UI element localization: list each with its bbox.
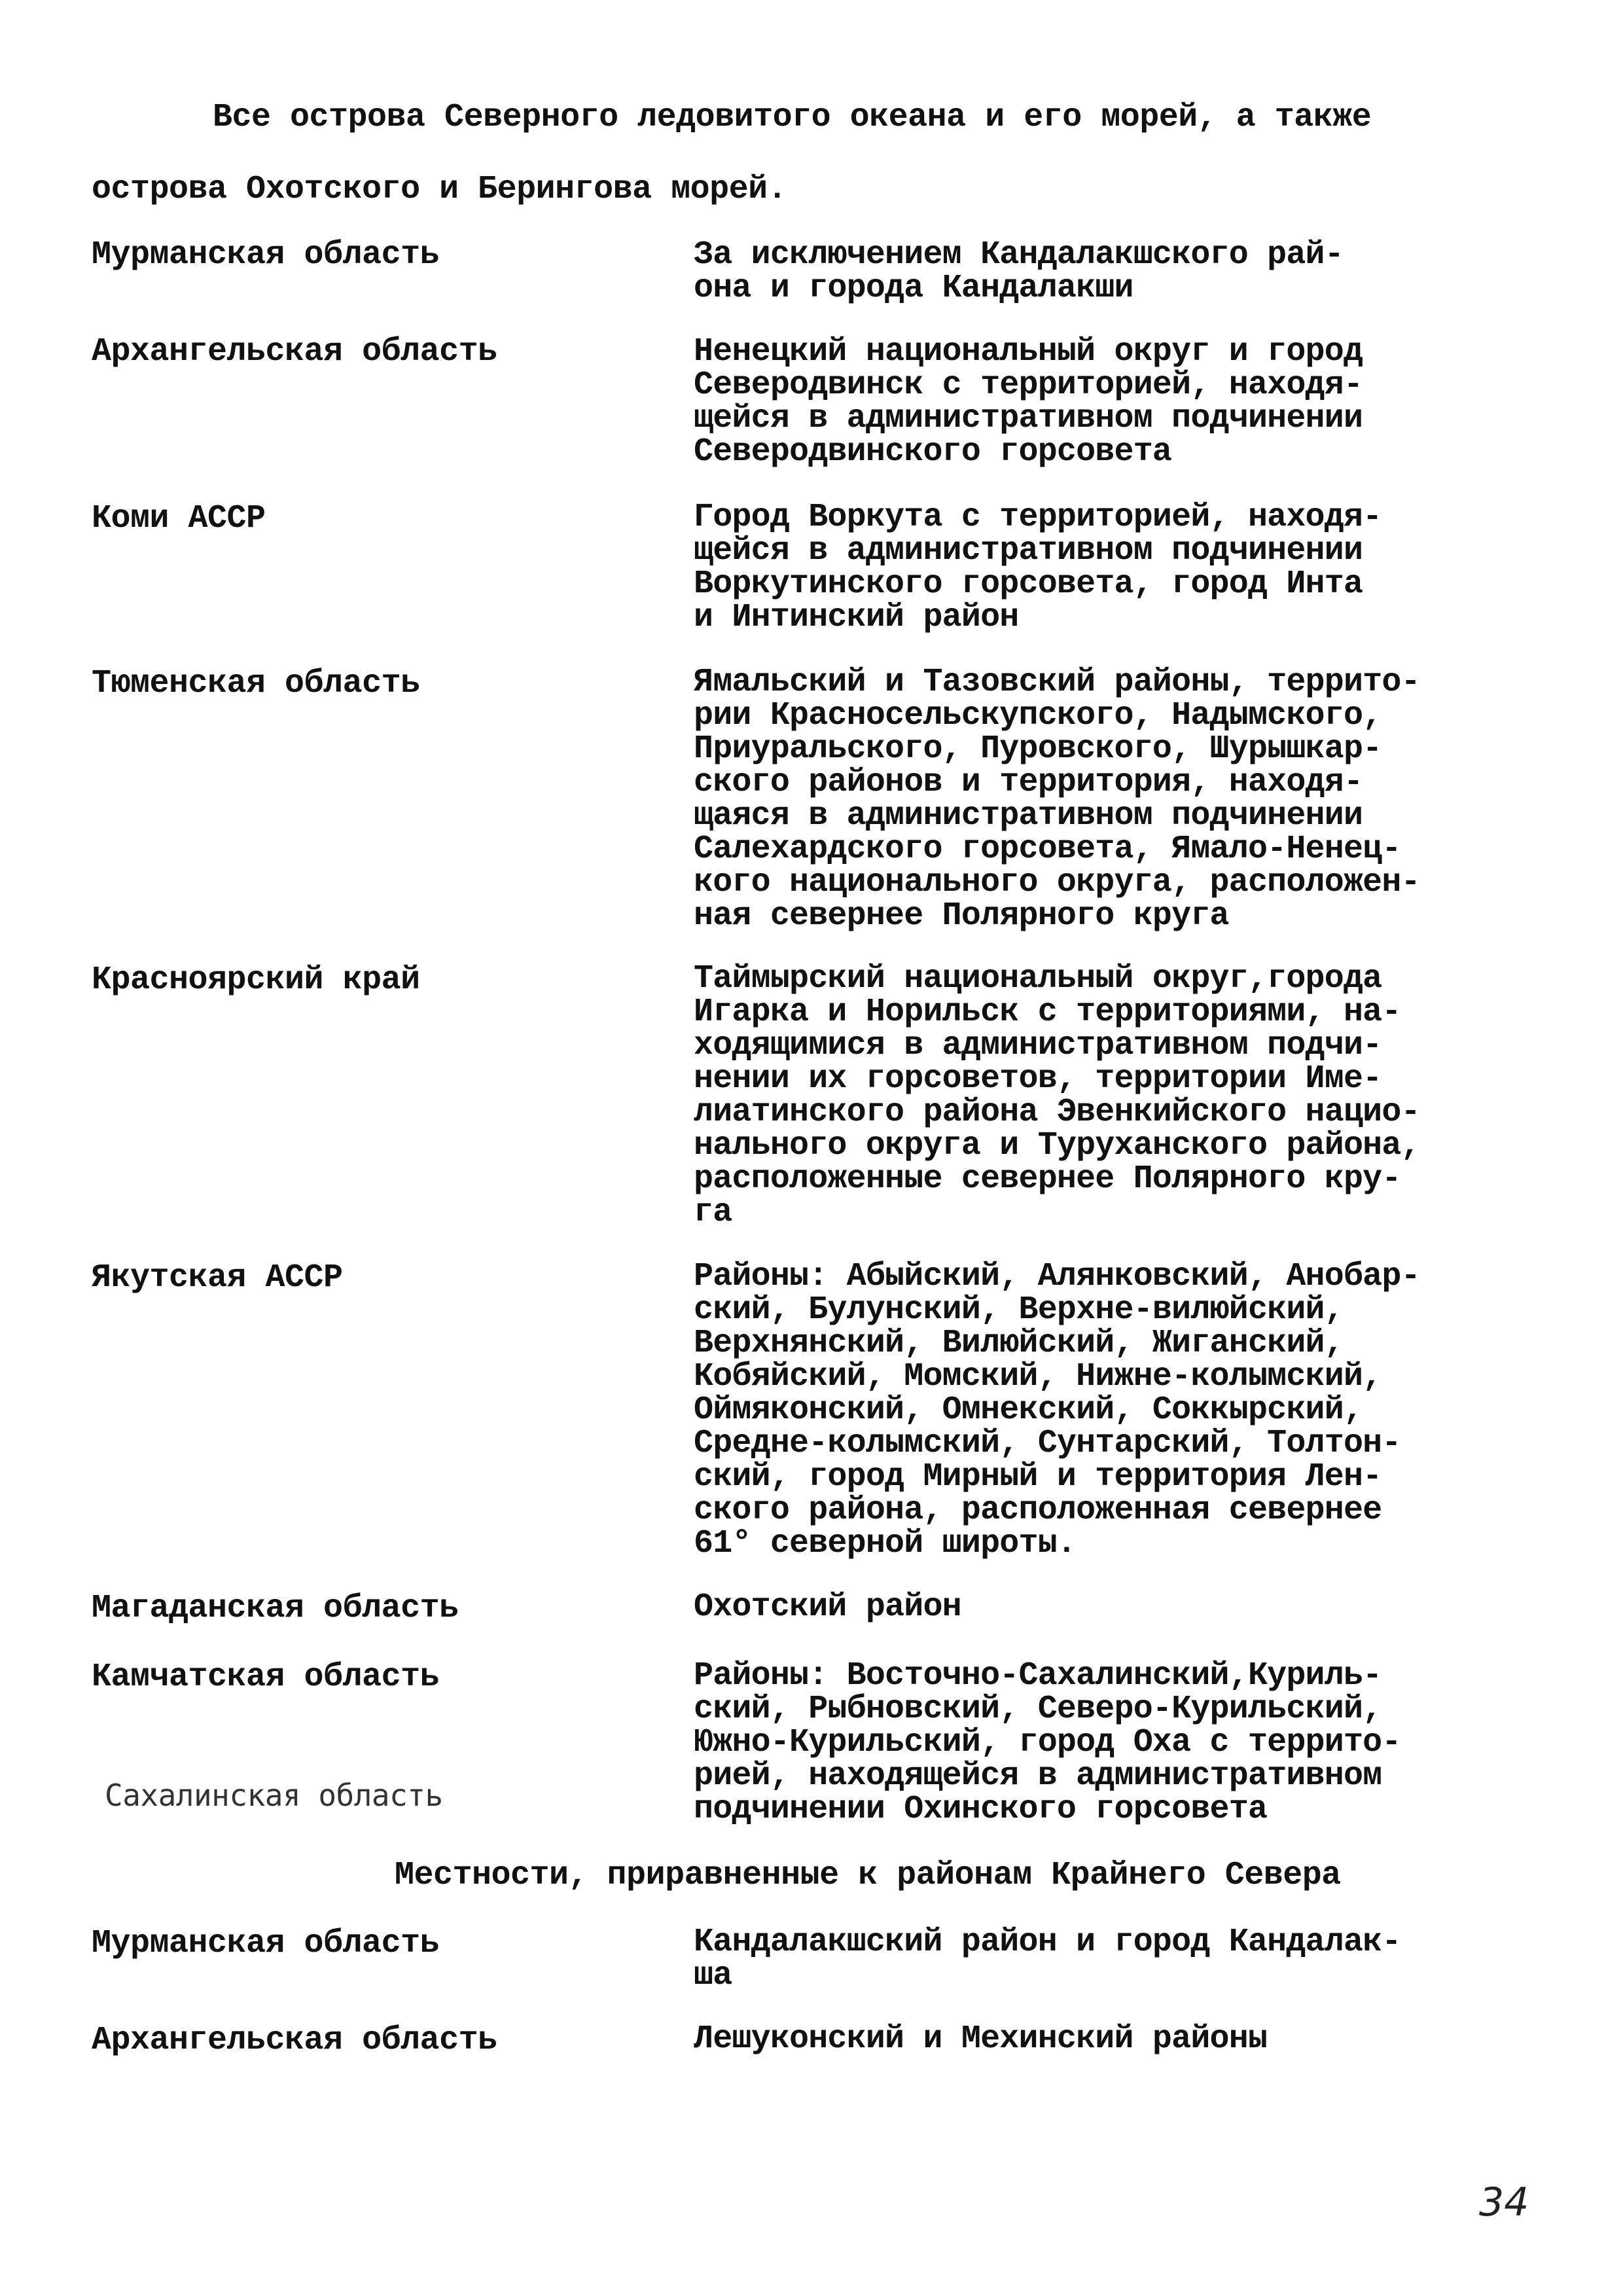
region-label: Архангельская область [92,2022,497,2059]
region-label: Якутская АССР [92,1259,343,1297]
region-detail: Ямальский и Тазовский районы, террито- рии Красносельскупского, Надымского, Приуральского, Пуровского, Шурышкар- ского районов и территория, находя- щаяся в административном подчинении Салехардского горсовета, Ямало-Ненец- кого национального округа, расположен- ная севернее Полярного круга [694,664,1420,935]
region-detail: Районы: Абыйский, Алянковский, Анобар- ский, Булунский, Верхне-вилюйский, Верхнянский, Вилюйский, Жиганский, Кобяйский, Момский, Нижне-колымский, Оймяконский, Омнекский, Соккырский, Средне-колымский, Сунтарский, Толтон- ский, город Мирный и территория Лен- ского района, расположенная севернее 61° северной широты. [694,1258,1420,1562]
region-detail: Лешуконский и Мехинский районы [694,2020,1268,2058]
region-label: Красноярский край [92,961,420,999]
region-detail: Охотский район [694,1588,961,1626]
region-label: Мурманская область [92,1925,440,1962]
region-detail: Таймырский национальный округ,города Игарка и Норильск с территориями, на- ходящимися в административном подчи- нении их горсоветов, территории Име- лиатинского района Эвенкийского нацио- нального округа и Туруханского района, расположенные севернее Полярного кру- га [694,960,1420,1231]
region-detail: За исключением Кандалакшского рай- она и города Кандалакши [694,236,1344,307]
region-detail: Районы: Восточно-Сахалинский,Куриль- ский, Рыбновский, Северо-Курильский, Южно-Курильский, город Оха с террито- рией, находящейся в административном подчинении Охинского горсовета [694,1657,1401,1828]
intro-line-2: острова Охотского и Берингова морей. [92,171,787,208]
page-number: 34 [1479,2179,1529,2225]
region-label: Архангельская область [92,333,497,370]
region-detail: Кандалакшский район и город Кандалак- ша [694,1924,1401,1994]
region-label: Мурманская область [92,236,440,274]
intro-line-1: Все острова Северного ледовитого океана и его морей, а также [213,99,1372,136]
region-label: Коми АССР [92,500,266,537]
region-label: Магаданская область [92,1590,459,1627]
region-label: Тюменская область [92,665,420,702]
region-detail: Город Воркута с территорией, находя- щейся в административном подчинении Воркутинского горсовета, город Инта и Интинский район [694,499,1382,636]
region-label: Камчатская область [92,1659,440,1696]
region-detail: Ненецкий национальный округ и город Северодвинск с территорией, находя- щейся в административном подчинении Северодвинского горсовета [694,333,1363,471]
region-label: Сахалинская область [105,1778,443,1813]
section-heading: Местности, приравненные к районам Крайнего Севера [395,1857,1341,1894]
